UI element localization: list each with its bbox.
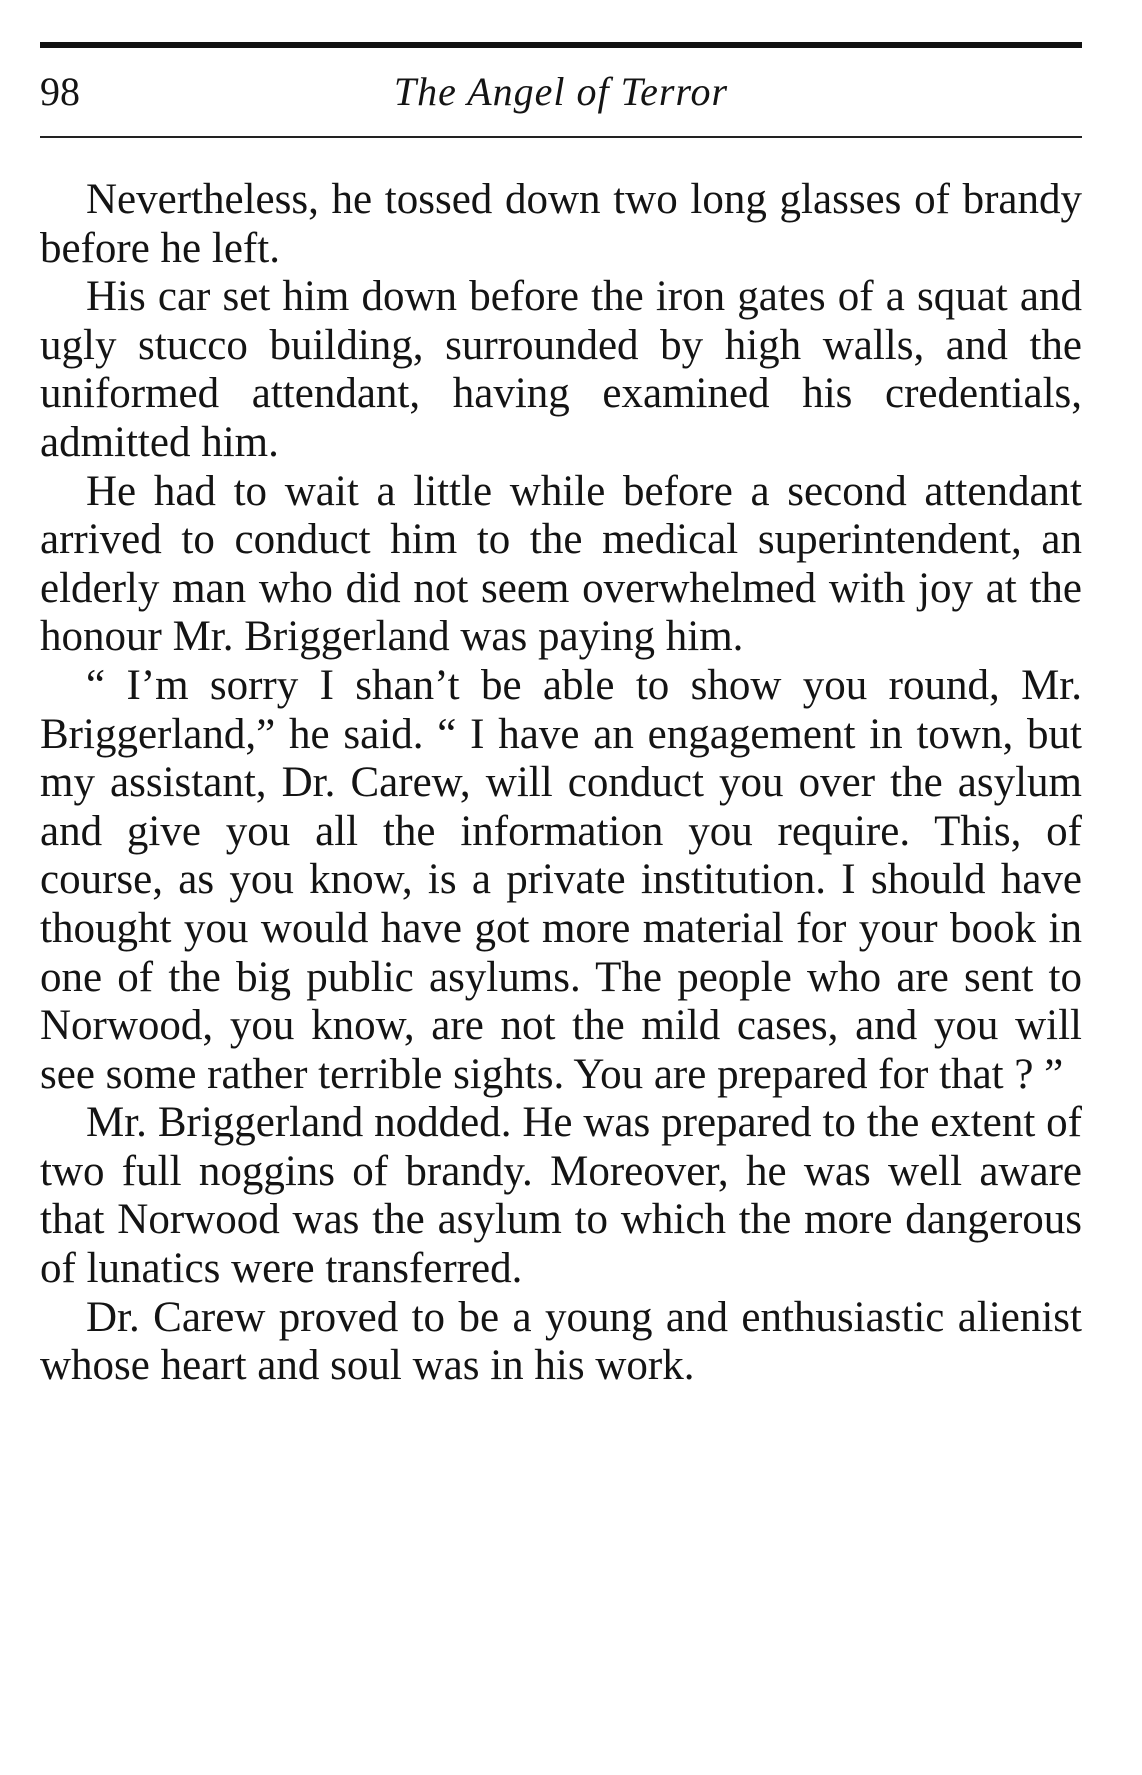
paragraph: “ I’m sorry I shan’t be able to show you round, Mr. Briggerland,” he said. “ I have an engagement in town, but my assistant, Dr. Carew, will conduct you over the asylum and give you all the information you require. This, of course, as you know, is a private institution. I should have thought you would have got more material for your book in one of the big public asylums. The people who are sent to Norwood, you know, are not the mild cases, and you will see some rather terrible sights. You are prepared for that ? ” [40,661,1082,1098]
body-text [40,176,1082,1391]
header-rule [40,136,1082,138]
book-page [40,0,1082,1775]
paragraph: His car set him down before the iron gates of a squat and ugly stucco building, surrounded by high walls, and the uniformed attendant, having examined his credentials, admitted him. [40,273,1082,466]
running-head [40,62,1082,122]
page-number: 98 [40,69,80,114]
top-rule [40,42,1082,48]
paragraph: Dr. Carew proved to be a young and enthusiastic alienist whose heart and soul was in his work. [40,1293,1082,1390]
paragraph: He had to wait a little while before a second attendant arrived to conduct him to the medical superintendent, an elderly man who did not seem overwhelmed with joy at the honour Mr. Briggerland was paying him. [40,467,1082,661]
running-title: The Angel of Terror [393,69,729,114]
paragraph: Nevertheless, he tossed down two long glasses of brandy before he left. [40,176,1082,272]
paragraph: Mr. Briggerland nodded. He was prepared to the extent of two full noggins of brandy. Moreover, he was well aware that Norwood was the asylum to which the more dangerous of lunatics were transferred. [40,1099,1082,1293]
